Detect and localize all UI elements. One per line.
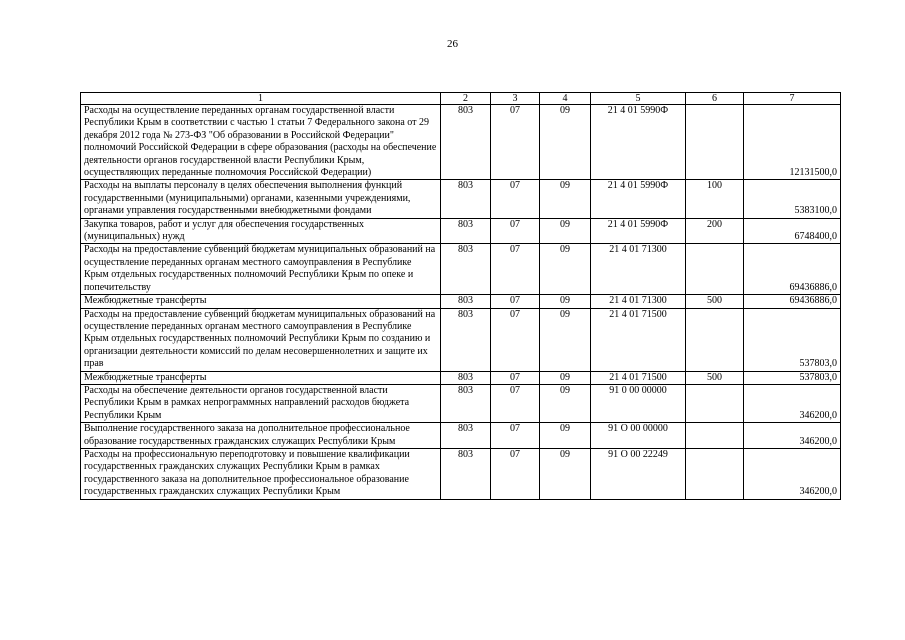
ministry-code: 803 bbox=[441, 448, 491, 499]
target-article-code: 91 О 00 00000 bbox=[591, 423, 686, 449]
amount: 5383100,0 bbox=[744, 180, 841, 218]
column-header: 1 bbox=[81, 93, 441, 105]
amount: 346200,0 bbox=[744, 384, 841, 422]
section-code: 07 bbox=[491, 244, 540, 295]
row-description: Расходы на выплаты персоналу в целях обеспечения выполнения функций государственными (муниципальными) органами, казенными учреждениями, органами управления государственными внебюджетными фондами bbox=[81, 180, 441, 218]
amount: 69436886,0 bbox=[744, 244, 841, 295]
subsection-code: 09 bbox=[540, 384, 591, 422]
budget-table bbox=[80, 92, 841, 500]
expense-type-code bbox=[686, 448, 744, 499]
row-description: Выполнение государственного заказа на дополнительное профессиональное образование государственных гражданских служащих Республики Крым bbox=[81, 423, 441, 449]
target-article-code: 21 4 01 5990Ф bbox=[591, 218, 686, 244]
row-description: Расходы на осуществление переданных органам государственной власти Республики Крым в соответствии с частью 1 статьи 7 Федерального закона от 29 декабря 2012 года № 273-ФЗ "Об образовании в Российской Федерации" полномочий Российской Федерации в сфере образования (расходы на обеспечение деятельности органов государственной власти Республики Крым, осуществляющих переданные полномочия Российской Федерации) bbox=[81, 105, 441, 180]
amount: 12131500,0 bbox=[744, 105, 841, 180]
expense-type-code bbox=[686, 308, 744, 371]
table-header-row bbox=[81, 93, 841, 105]
column-header: 2 bbox=[441, 93, 491, 105]
table-row bbox=[81, 423, 841, 449]
section-code: 07 bbox=[491, 105, 540, 180]
target-article-code: 21 4 01 71500 bbox=[591, 371, 686, 384]
ministry-code: 803 bbox=[441, 371, 491, 384]
section-code: 07 bbox=[491, 371, 540, 384]
column-header: 4 bbox=[540, 93, 591, 105]
table-row bbox=[81, 295, 841, 308]
table-row bbox=[81, 371, 841, 384]
section-code: 07 bbox=[491, 448, 540, 499]
ministry-code: 803 bbox=[441, 244, 491, 295]
subsection-code: 09 bbox=[540, 244, 591, 295]
subsection-code: 09 bbox=[540, 371, 591, 384]
column-header: 3 bbox=[491, 93, 540, 105]
table-row bbox=[81, 384, 841, 422]
amount: 537803,0 bbox=[744, 371, 841, 384]
row-description: Межбюджетные трансферты bbox=[81, 371, 441, 384]
ministry-code: 803 bbox=[441, 218, 491, 244]
ministry-code: 803 bbox=[441, 308, 491, 371]
ministry-code: 803 bbox=[441, 423, 491, 449]
target-article-code: 21 4 01 71300 bbox=[591, 295, 686, 308]
target-article-code: 91 О 00 22249 bbox=[591, 448, 686, 499]
target-article-code: 21 4 01 71300 bbox=[591, 244, 686, 295]
amount: 346200,0 bbox=[744, 448, 841, 499]
target-article-code: 21 4 01 5990Ф bbox=[591, 180, 686, 218]
expense-type-code: 100 bbox=[686, 180, 744, 218]
target-article-code: 21 4 01 5990Ф bbox=[591, 105, 686, 180]
target-article-code: 91 0 00 00000 bbox=[591, 384, 686, 422]
row-description: Расходы на предоставление субвенций бюджетам муниципальных образований на осуществление переданных органам местного самоуправления в Республике Крым отдельных государственных полномочий Республики Крым по опеке и попечительству bbox=[81, 244, 441, 295]
subsection-code: 09 bbox=[540, 308, 591, 371]
table-row bbox=[81, 105, 841, 180]
table-row bbox=[81, 180, 841, 218]
expense-type-code bbox=[686, 384, 744, 422]
row-description: Расходы на профессиональную переподготовку и повышение квалификации государственных гражданских служащих Республики Крым в рамках государственного заказа на дополнительное профессиональное образование государственных гражданских служащих Республики Крым bbox=[81, 448, 441, 499]
section-code: 07 bbox=[491, 384, 540, 422]
expense-type-code bbox=[686, 244, 744, 295]
column-header: 5 bbox=[591, 93, 686, 105]
subsection-code: 09 bbox=[540, 295, 591, 308]
table-row bbox=[81, 308, 841, 371]
ministry-code: 803 bbox=[441, 180, 491, 218]
amount: 346200,0 bbox=[744, 423, 841, 449]
amount: 6748400,0 bbox=[744, 218, 841, 244]
subsection-code: 09 bbox=[540, 218, 591, 244]
subsection-code: 09 bbox=[540, 180, 591, 218]
section-code: 07 bbox=[491, 180, 540, 218]
table-row bbox=[81, 218, 841, 244]
section-code: 07 bbox=[491, 308, 540, 371]
column-header: 7 bbox=[744, 93, 841, 105]
table-row bbox=[81, 244, 841, 295]
ministry-code: 803 bbox=[441, 295, 491, 308]
section-code: 07 bbox=[491, 423, 540, 449]
subsection-code: 09 bbox=[540, 448, 591, 499]
subsection-code: 09 bbox=[540, 423, 591, 449]
table-row bbox=[81, 448, 841, 499]
section-code: 07 bbox=[491, 295, 540, 308]
row-description: Закупка товаров, работ и услуг для обеспечения государственных (муниципальных) нужд bbox=[81, 218, 441, 244]
target-article-code: 21 4 01 71500 bbox=[591, 308, 686, 371]
expense-type-code: 500 bbox=[686, 371, 744, 384]
section-code: 07 bbox=[491, 218, 540, 244]
page-number: 26 bbox=[447, 38, 458, 50]
ministry-code: 803 bbox=[441, 105, 491, 180]
row-description: Расходы на предоставление субвенций бюджетам муниципальных образований на осуществление переданных органам местного самоуправления в Республике Крым отдельных государственных полномочий Республики Крым по созданию и организации деятельности комиссий по делам несовершеннолетних и защите их прав bbox=[81, 308, 441, 371]
expense-type-code: 200 bbox=[686, 218, 744, 244]
ministry-code: 803 bbox=[441, 384, 491, 422]
row-description: Расходы на обеспечение деятельности органов государственной власти Республики Крым в рамках непрограммных направлений расходов бюджета Республики Крым bbox=[81, 384, 441, 422]
expense-type-code: 500 bbox=[686, 295, 744, 308]
expense-type-code bbox=[686, 423, 744, 449]
amount: 69436886,0 bbox=[744, 295, 841, 308]
expense-type-code bbox=[686, 105, 744, 180]
row-description: Межбюджетные трансферты bbox=[81, 295, 441, 308]
column-header: 6 bbox=[686, 93, 744, 105]
amount: 537803,0 bbox=[744, 308, 841, 371]
subsection-code: 09 bbox=[540, 105, 591, 180]
